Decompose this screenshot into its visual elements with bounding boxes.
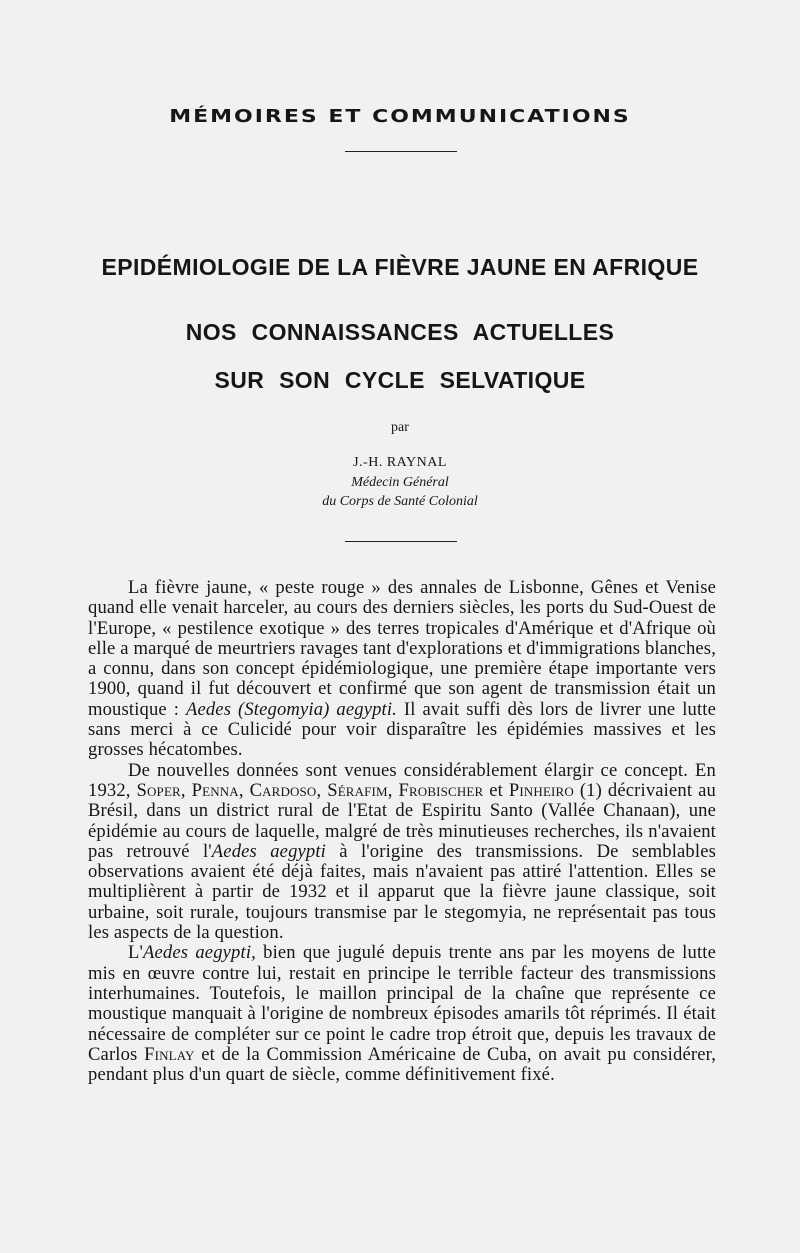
species-name: Aedes (Stegomyia) aegypti. [185,698,397,720]
paragraph-1-text-b: Il avait suffi dès lors de livrer une lutte sans merci à ce Culicidé pour voir disparaître les épidémies massives et les grosses hécatombes. [88,698,717,761]
separator: et [483,779,509,801]
author-ref-pinheiro: Pinheiro [508,779,574,801]
author-ref-frobischer: Frobischer [398,779,484,801]
species-name: Aedes aegypti, [143,942,256,964]
paragraph-2-text-b: (1) décrivaient au Brésil, dans un district rural de l'Etat de Espiritu Santo (Vallée Chanaan), une épidémie au cours de laquelle, malgré de très minutieuses recherches, ils n'avaient pas retrouvé l' [88,779,716,862]
author-ref-finlay: Finlay [144,1043,195,1065]
byline: par [391,420,409,435]
article-title-line-1: EPIDÉMIOLOGIE DE LA FIÈVRE JAUNE EN AFRIQUE [101,254,699,280]
author-corps: du Corps de Santé Colonial [322,494,478,509]
author-divider [345,541,457,542]
separator: , [180,779,192,801]
paragraph-3-text-b: bien que jugulé depuis trente ans par les moyens de lutte mis en œuvre contre lui, restait en principe le terrible facteur des transmissions interhumaines. Toutefois, le maillon principal de la chaîne que représente ce moustique manquait à l'origine de nombreux épisodes amarils tôt réprimés. Il était nécessaire de compléter sur ce point le cadre trop étroit que, depuis les travaux de Carlos [88,942,716,1065]
species-name: Aedes aegypti [211,840,326,862]
author-ref-serafim: Sérafim [327,779,388,801]
paragraph-3-text-c: et de la Commission Américaine de Cuba, on avait pu considérer, pendant plus d'un quart de siècle, comme définitivement fixé. [88,1043,716,1086]
author-rank: Médecin Général [351,475,449,490]
section-header: MÉMOIRES ET COMMUNICATIONS [169,106,631,127]
paragraph-1 [88,578,716,761]
separator: , [316,779,328,801]
author-ref-soper: Soper [136,779,181,801]
author-name: J.-H. RAYNAL [353,455,447,470]
paragraph-3 [88,943,716,1085]
article-body [88,578,716,1085]
author-ref-penna: Penna [191,779,239,801]
paragraph-2 [88,761,716,944]
paragraph-2-text-c: à l'origine des transmissions. De semblables observations avaient été déjà faites, mais n'avaient pas attiré l'attention. Elles se multiplièrent à partir de 1932 et il apparut que la fièvre jaune classique, soit urbaine, soit rurale, toujours transmise par le stegomyia, ne représentait pas tous les aspects de la question. [88,840,716,944]
paragraph-1-text-a: La fièvre jaune, « peste rouge » des annales de Lisbonne, Gênes et Venise quand elle venait harceler, au cours des derniers siècles, les ports du Sud-Ouest de l'Europe, « pestilence exotique » des terres tropicales d'Amérique et d'Afrique où elle a marqué de meurtriers ravages tant d'explorations et d'immigrations blanches, a connu, dans son concept épidémiologique, une première étape importante vers 1900, quand il fut découvert et confirmé que son agent de transmission était un moustique : [88,577,716,720]
paragraph-2-text-a: De nouvelles données sont venues considérablement élargir ce concept. En 1932, [88,759,716,801]
paragraph-3-text-a: L' [128,942,144,964]
separator: , [238,779,250,801]
author-ref-cardoso: Cardoso [249,779,317,801]
article-title-line-2: NOS CONNAISSANCES ACTUELLES [185,319,615,345]
article-title-line-3: SUR SON CYCLE SELVATIQUE [214,367,586,393]
separator: , [387,779,399,801]
header-divider [345,151,457,152]
